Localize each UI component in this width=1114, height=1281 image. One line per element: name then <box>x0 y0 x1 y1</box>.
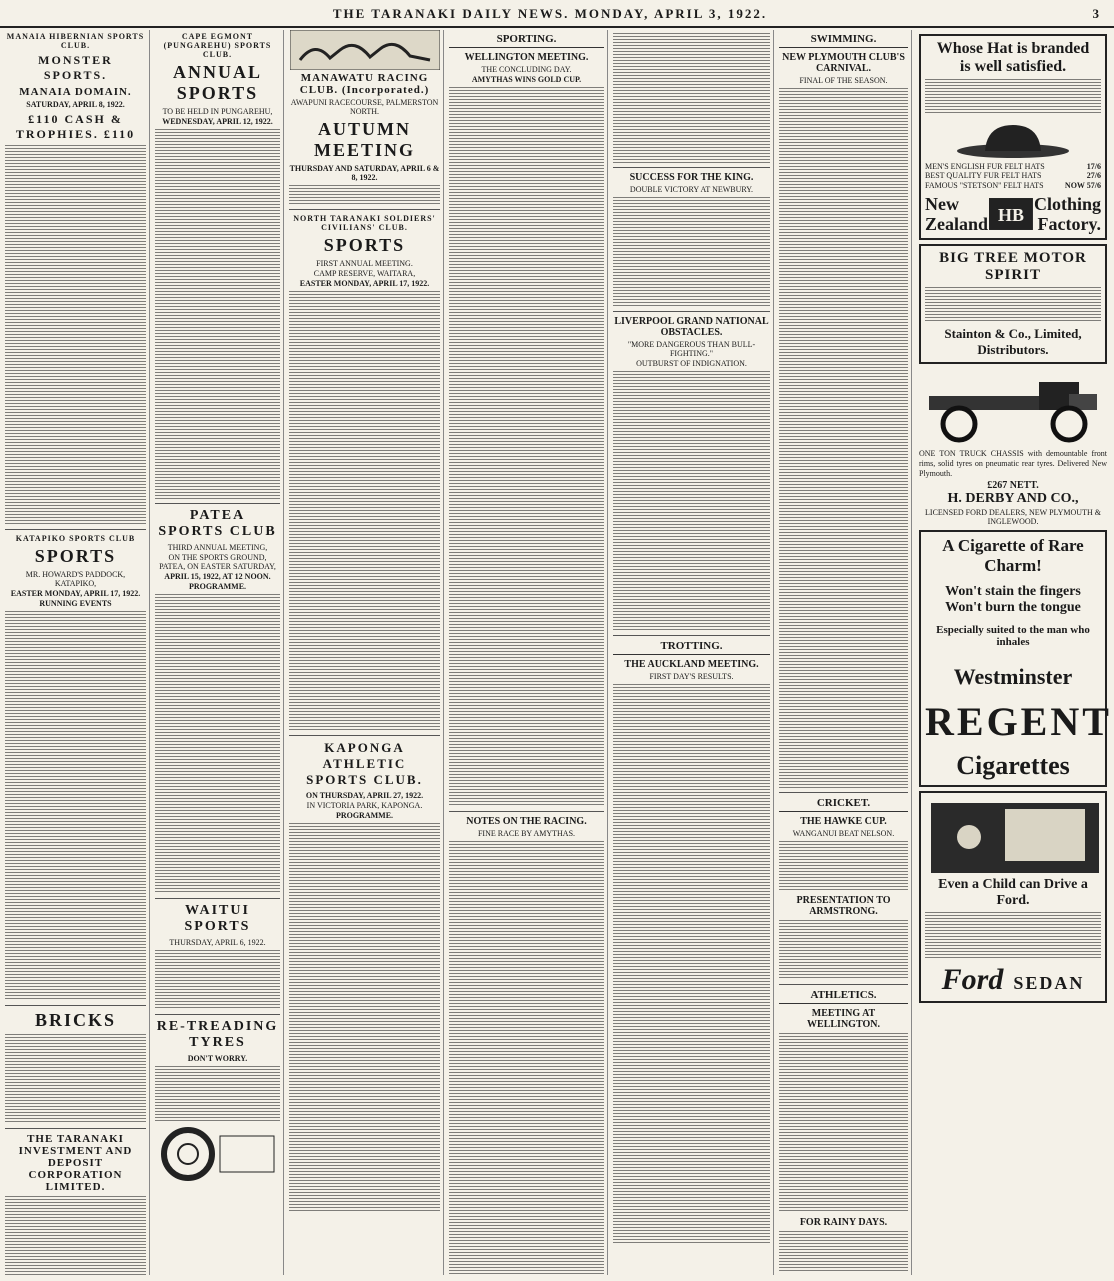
ad-heading: KATAPIKO SPORTS CLUB <box>15 534 136 543</box>
ad-model-name: SEDAN <box>1013 972 1085 993</box>
ad-product: Cigarettes <box>956 750 1070 780</box>
article-body-text <box>779 841 908 891</box>
ad-venue: AWAPUNI RACECOURSE, PALMERSTON NORTH. <box>290 98 439 116</box>
ad-subheading: PROGRAMME. <box>188 582 247 591</box>
article-body-text <box>449 87 604 807</box>
cigarette-advertisement <box>919 530 1112 787</box>
ad-headline: is well satisfied. <box>959 58 1067 75</box>
price-value: 27/6 <box>1086 171 1101 181</box>
ad-heading: MANAWATU RACING CLUB. (Incorporated.) <box>299 72 430 96</box>
ad-tagline: Especially suited to the man who inhales <box>936 623 1090 648</box>
article-headline: THE AUCKLAND MEETING. <box>624 659 759 670</box>
ad-distributor: Stainton & Co., Limited, Distributors. <box>944 325 1082 357</box>
article-headline: LIVERPOOL GRAND NATIONAL OBSTACLES. <box>614 316 769 338</box>
section-heading: SWIMMING. <box>779 33 908 48</box>
ad-heading: THE TARANAKI INVESTMENT AND DEPOSIT CORPORATION LIMITED. <box>18 1133 133 1193</box>
ad-brand-word: New <box>925 193 959 214</box>
ad-brand-word: Factory. <box>1037 213 1101 234</box>
ad-headline: Even a Child can Drive a Ford. <box>938 876 1088 908</box>
ad-date: APRIL 15, 1922, AT 12 NOON. <box>164 572 271 581</box>
ad-brand-word: Clothing <box>1033 193 1101 214</box>
ad-title: WAITUI SPORTS <box>184 903 251 934</box>
ad-body-text <box>925 79 1101 115</box>
column-5 <box>610 30 774 1275</box>
article-subheadline: OUTBURST OF INDIGNATION. <box>636 359 747 368</box>
ad-dealer-address: LICENSED FORD DEALERS, NEW PLYMOUTH & INGLEWOOD. <box>925 507 1101 526</box>
ad-headline: Whose Hat is branded <box>936 40 1090 57</box>
ad-body-text <box>289 823 440 1213</box>
svg-text:HB: HB <box>998 204 1024 225</box>
ad-body-text <box>925 912 1101 960</box>
article-body-text <box>779 920 908 980</box>
page-number: 3 <box>1092 6 1100 21</box>
article-headline: MEETING AT WELLINGTON. <box>807 1008 880 1030</box>
ad-body-text <box>155 950 280 1010</box>
article-subheadline: FINAL OF THE SEASON. <box>799 76 888 85</box>
section-heading: SPORTING. <box>449 33 604 48</box>
ad-body-text <box>155 1066 280 1121</box>
hat-icon <box>953 119 1073 159</box>
ad-subheading: RUNNING EVENTS <box>39 599 112 608</box>
article-headline: FOR RAINY DAYS. <box>799 1217 888 1228</box>
ad-date: SATURDAY, APRIL 8, 1922. <box>26 100 125 109</box>
ad-venue: ON THE SPORTS GROUND, PATEA, ON EASTER SATURDAY, <box>159 553 276 571</box>
ford-advertisement <box>919 791 1107 1003</box>
article-subheadline: FINE RACE BY AMYTHAS. <box>477 829 576 838</box>
column-4 <box>446 30 608 1275</box>
ad-tagline: Won't burn the tongue <box>945 599 1081 615</box>
column-2 <box>152 30 284 1275</box>
article-body-text <box>779 1033 908 1213</box>
ad-subheading: PROGRAMME. <box>335 811 394 820</box>
ad-headline: A Cigarette of Rare Charm! <box>942 535 1084 575</box>
horse-race-illustration <box>290 30 440 70</box>
ad-title: PATEA SPORTS CLUB <box>158 508 277 539</box>
ford-logo: Ford <box>941 962 1004 996</box>
newspaper-title: THE TARANAKI DAILY NEWS. MONDAY, APRIL 3, 1922. <box>332 6 768 21</box>
ad-body-text <box>155 129 280 499</box>
ad-title: KAPONGA ATHLETIC SPORTS CLUB. <box>306 740 423 787</box>
article-body-text <box>613 33 770 163</box>
article-body-text <box>613 684 770 1244</box>
article-headline: SUCCESS FOR THE KING. <box>629 172 754 183</box>
ad-body-text <box>5 611 146 1001</box>
ad-heading: NORTH TARANAKI SOLDIERS' CIVILIANS' CLUB. <box>293 214 436 232</box>
ad-body-text <box>155 594 280 894</box>
ad-prize: £110 CASH & TROPHIES. £110 <box>15 112 136 141</box>
tyre-illustration <box>158 1124 278 1184</box>
ad-body-text <box>289 185 440 205</box>
section-heading: ATHLETICS. <box>779 989 908 1004</box>
article-subheadline: "MORE DANGEROUS THAN BULL-FIGHTING." <box>627 340 756 358</box>
price-item-label: MEN'S ENGLISH FUR FELT HATS <box>925 162 1045 171</box>
ad-date: THURSDAY, APRIL 6, 1922. <box>169 938 266 947</box>
article-body-text <box>449 841 604 1275</box>
column-6 <box>776 30 912 1275</box>
truck-advertisement <box>919 368 1107 526</box>
article-headline: NEW PLYMOUTH CLUB'S CARNIVAL. <box>782 52 905 74</box>
car-door-illustration <box>925 797 1105 877</box>
price-item-label: BEST QUALITY FUR FELT HATS <box>925 171 1042 181</box>
truck-illustration <box>919 368 1109 448</box>
ad-body-text <box>289 291 440 731</box>
article-body-text <box>613 371 770 631</box>
ad-subheading: THIRD ANNUAL MEETING, <box>167 543 268 552</box>
price-value: 17/6 <box>1086 162 1101 171</box>
article-headline: NOTES ON THE RACING. <box>466 816 587 827</box>
hat-advertisement <box>919 34 1107 240</box>
ad-body-text <box>5 1034 146 1124</box>
ad-title: SPORTS <box>34 546 117 566</box>
ad-title: AUTUMN MEETING <box>313 119 415 160</box>
ad-heading: CAPE EGMONT (PUNGAREHU) SPORTS CLUB. <box>163 32 272 59</box>
article-subheadline: AMYTHAS WINS GOLD CUP. <box>471 75 582 84</box>
ad-title: BRICKS <box>34 1010 117 1030</box>
ad-date: EASTER MONDAY, APRIL 17, 1922. <box>10 589 141 598</box>
ad-venue: IN VICTORIA PARK, KAPONGA. <box>306 801 423 810</box>
section-heading: CRICKET. <box>779 797 908 812</box>
ad-tagline: Won't stain the fingers <box>945 583 1081 599</box>
ad-body-text <box>925 287 1101 323</box>
ad-dealer-name: H. DERBY AND CO., <box>947 490 1079 506</box>
ad-date: ON THURSDAY, APRIL 27, 1922. <box>305 791 424 800</box>
article-subheadline: DOUBLE VICTORY AT NEWBURY. <box>629 185 754 194</box>
ad-body-text <box>5 145 146 525</box>
article-body-text <box>779 88 908 788</box>
article-subheadline: THE CONCLUDING DAY. <box>481 65 572 74</box>
ad-price: £267 NETT. <box>987 479 1039 491</box>
ad-brand-word: Zealand <box>925 213 989 234</box>
ad-title: MONSTER SPORTS. <box>38 53 113 82</box>
ad-title: ANNUAL SPORTS <box>172 62 262 103</box>
motor-spirit-advertisement <box>919 244 1107 364</box>
column-7 <box>914 30 1112 1275</box>
ad-venue: MANAIA DOMAIN. <box>19 86 132 98</box>
article-body-text <box>779 1231 908 1271</box>
ad-brand: Westminster <box>953 663 1073 689</box>
ad-brand-name: REGENT <box>925 698 1112 744</box>
ad-body-text <box>5 1196 146 1275</box>
ad-venue: MR. HOWARD'S PADDOCK, KATAPIKO, <box>25 570 126 588</box>
column-1 <box>2 30 150 1275</box>
ad-title: SPORTS <box>323 235 406 255</box>
ad-date: WEDNESDAY, APRIL 12, 1922. <box>162 117 273 126</box>
section-heading: TROTTING. <box>613 640 770 655</box>
ad-venue: CAMP RESERVE, WAITARA, <box>313 269 416 278</box>
ad-date: EASTER MONDAY, APRIL 17, 1922. <box>299 279 430 288</box>
ad-subheading: DON'T WORRY. <box>187 1054 248 1063</box>
article-body-text <box>613 197 770 307</box>
ad-headline: BIG TREE MOTOR SPIRIT <box>939 249 1087 283</box>
ad-venue: TO BE HELD IN PUNGAREHU, <box>162 107 273 116</box>
article-headline: THE HAWKE CUP. <box>800 816 887 827</box>
article-subheadline: WANGANUI BEAT NELSON. <box>792 829 895 838</box>
article-headline: WELLINGTON MEETING. <box>464 52 589 63</box>
masthead <box>0 0 1114 28</box>
column-3 <box>286 30 444 1275</box>
article-headline: PRESENTATION TO ARMSTRONG. <box>796 895 891 917</box>
article-subheadline: FIRST DAY'S RESULTS. <box>649 672 734 681</box>
ad-date: THURSDAY AND SATURDAY, APRIL 6 & 8, 1922. <box>289 164 440 182</box>
ad-heading: MANAIA HIBERNIAN SPORTS CLUB. <box>6 32 145 50</box>
hb-logo-icon <box>988 197 1034 231</box>
price-value: NOW 57/6 <box>1064 180 1101 190</box>
ad-title: RE-TREADING TYRES <box>156 1019 279 1050</box>
ad-body-text: ONE TON TRUCK CHASSIS with demountable front rims, solid tyres on pneumatic rear tyres. Delivered New Plymouth. <box>919 448 1107 478</box>
price-item-label: FAMOUS "STETSON" FELT HATS <box>925 180 1044 190</box>
ad-subheading: FIRST ANNUAL MEETING. <box>316 259 413 268</box>
